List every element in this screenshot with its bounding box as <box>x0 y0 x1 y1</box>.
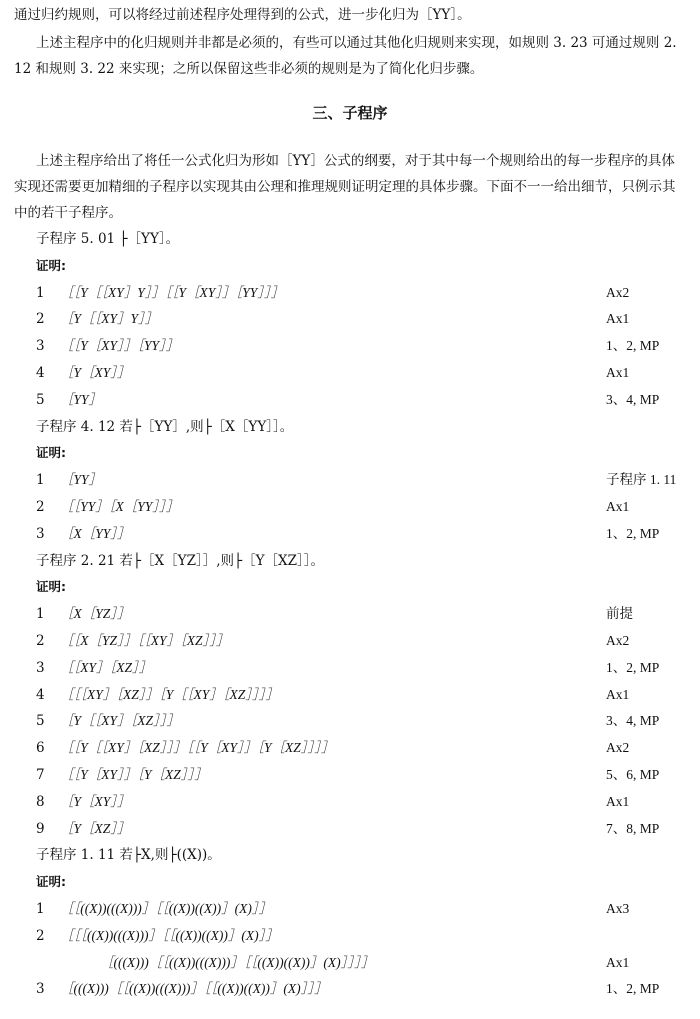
step-formula: ［X［YZ］］ <box>60 606 131 622</box>
step-number: 8 <box>36 793 45 810</box>
step-formula: ［Y［［XY］［XZ］］］ <box>60 713 181 729</box>
proof-step <box>0 280 700 306</box>
proof-label: 证明: <box>36 874 66 890</box>
step-justification: Ax3 <box>606 901 630 916</box>
step-formula: ［YY］ <box>60 472 103 488</box>
step-number: 1 <box>36 472 45 489</box>
step-justification: Ax1 <box>606 365 630 380</box>
proof-step <box>0 494 700 520</box>
step-justification: 1、2, MP <box>606 659 660 675</box>
step-formula: ［Y［XZ］］ <box>60 820 131 836</box>
subprogram-title: 子程序 4. 12 若├［YY］,则├［X［YY］］。 <box>36 418 294 435</box>
step-formula: ［［((X))(((X)))］［［((X))((X))］(X)］］ <box>60 901 273 916</box>
proof-label: 证明: <box>36 257 66 273</box>
step-number: 2 <box>36 927 45 944</box>
intro-paragraph-1: 通过归约规则，可以将经过前述程序处理得到的公式，进一步化归为［YY］。 <box>14 7 471 23</box>
step-number: 9 <box>36 820 45 837</box>
step-formula: ［［［((X))(((X)))］［［((X))((X))］(X)］］ <box>60 927 279 943</box>
subprogram-title: 子程序 2. 21 若├［X［YZ］］,则├［Y［XZ］］。 <box>36 552 325 569</box>
step-number: 3 <box>36 338 45 355</box>
proof-step <box>0 360 700 386</box>
step-formula: ［X［YY］］ <box>60 525 131 541</box>
step-formula: ［Y［XY］］ <box>60 365 131 380</box>
step-justification: Ax1 <box>606 499 630 514</box>
step-justification: Ax2 <box>606 740 630 756</box>
step-number: 3 <box>36 659 45 676</box>
step-number: 3 <box>36 525 45 542</box>
step-number: 7 <box>36 767 45 783</box>
step-number: 2 <box>36 499 45 515</box>
step-formula: ［［YY］［X［YY］］］ <box>60 499 180 514</box>
step-justification: 7、8, MP <box>606 820 660 836</box>
proof-step <box>0 333 700 359</box>
step-formula: ［［［XY］［XZ］］［Y［［XY］［XZ］］］］ <box>60 686 280 702</box>
section-intro: 上述主程序给出了将任一公式化归为形如［YY］公式的纲要，对于其中每一个规则给出的每一步程序的具体实现还需要更加精细的子程序以实现其由公理和推理规则证明定理的具体步骤。下面不一一给出细节，只例示其中的若干子程序。 <box>14 153 676 221</box>
step-number: 2 <box>36 633 45 649</box>
step-number: 1 <box>36 284 45 301</box>
proof-step <box>0 976 700 1002</box>
step-number: 1 <box>36 606 45 623</box>
step-justification: 子程序 1. 11 <box>606 472 677 488</box>
step-justification: Ax1 <box>606 311 630 327</box>
step-justification: 5、6, MP <box>606 767 660 782</box>
step-justification: Ax1 <box>606 793 630 809</box>
proof-step <box>0 601 700 627</box>
subprogram-title: 子程序 1. 11 若├X,则├((X))。 <box>36 847 221 864</box>
subprogram-title: 子程序 5. 01 ├［YY］。 <box>36 231 180 247</box>
proof-step <box>0 950 700 976</box>
proof-step <box>0 735 700 761</box>
step-number: 1 <box>36 901 45 917</box>
proof-step <box>0 708 700 734</box>
proof-step <box>0 896 700 922</box>
step-formula: ［［Y［［XY］［XZ］］］［［Y［XY］］［Y［XZ］］］］ <box>60 740 335 756</box>
proof-step <box>0 789 700 815</box>
intro-paragraph-2: 上述主程序中的化归规则并非都是必须的，有些可以通过其他化归规则来实现，如规则 3. 23 可通过规则 2. 12 和规则 3. 22 来实现；之所以保留这些非必须的规则是为了简化化归步骤。 <box>14 35 677 77</box>
step-formula: ［［X［YZ］］［［XY］［XZ］］］ <box>60 633 230 648</box>
proof-label: 证明: <box>36 579 66 595</box>
step-number: 2 <box>36 311 45 328</box>
step-formula: ［［XY］［XZ］］ <box>60 659 153 675</box>
proof-step <box>0 762 700 788</box>
step-number: 5 <box>36 713 45 730</box>
step-formula: ［［Y［XY］］［YY］］ <box>60 338 180 354</box>
step-justification: 1、2, MP <box>606 981 660 997</box>
step-number: 5 <box>36 391 45 408</box>
proof-step <box>0 387 700 413</box>
proof-step <box>0 682 700 708</box>
step-formula: ［(((X)))［［((X))(((X)))］［［((X))((X))］(X)］］］］ <box>100 954 375 970</box>
proof-step <box>0 521 700 547</box>
proof-step <box>0 306 700 332</box>
step-number: 3 <box>36 981 45 998</box>
step-justification: Ax1 <box>606 954 630 970</box>
step-justification: 前提 <box>606 606 633 622</box>
step-justification: Ax2 <box>606 633 630 648</box>
step-formula: ［YY］ <box>60 391 103 407</box>
step-formula: ［［Y［XY］］［Y［XZ］］］ <box>60 767 208 782</box>
proof-step <box>0 923 700 949</box>
proof-step <box>0 467 700 493</box>
step-justification: 3、4, MP <box>606 713 660 729</box>
step-justification: Ax2 <box>606 284 630 300</box>
step-formula: ［Y［［XY］Y］］ <box>60 311 159 327</box>
step-number: 6 <box>36 740 45 757</box>
step-number: 4 <box>36 365 45 381</box>
step-formula: ［［Y［［XY］Y］］［［Y［XY］］［YY］］］ <box>60 284 285 300</box>
step-formula: ［(((X)))［［((X))(((X)))］［［((X))((X))］(X)］］］ <box>60 981 328 997</box>
step-justification: Ax1 <box>606 686 630 702</box>
step-number: 4 <box>36 686 45 703</box>
step-justification: 3、4, MP <box>606 391 660 407</box>
proof-step <box>0 816 700 842</box>
proof-step <box>0 655 700 681</box>
proof-label: 证明: <box>36 445 66 461</box>
section-title: 三、子程序 <box>312 104 388 122</box>
step-justification: 1、2, MP <box>606 338 660 354</box>
proof-step <box>0 628 700 654</box>
step-formula: ［Y［XY］］ <box>60 793 131 809</box>
step-justification: 1、2, MP <box>606 525 660 541</box>
